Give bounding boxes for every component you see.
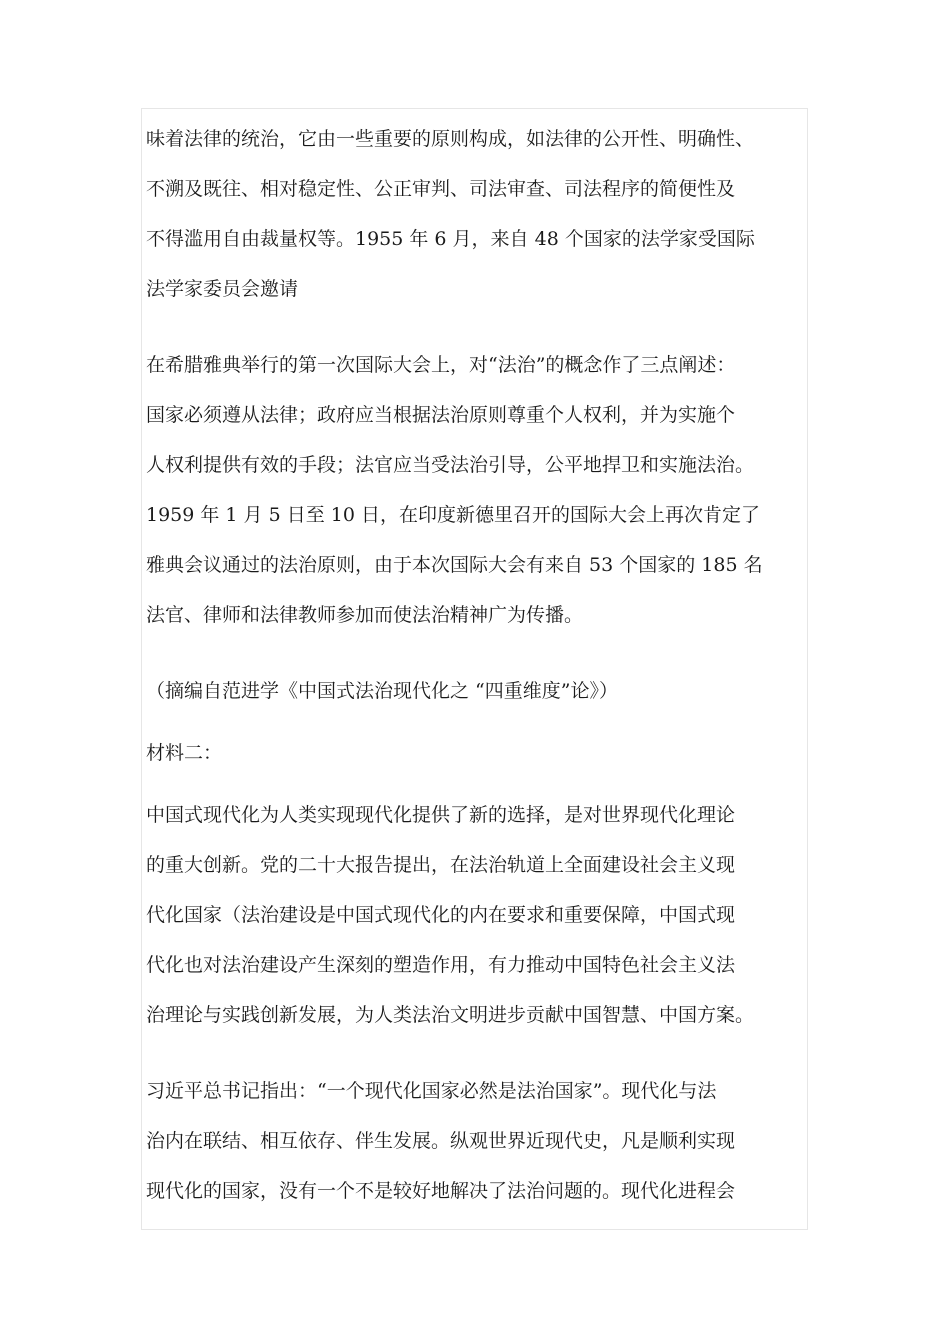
text-line: 法官、律师和法律教师参加而使法治精神广为传播。 [146, 604, 584, 626]
text-line: 法学家委员会邀请 [146, 278, 299, 300]
text-line: 现代化的国家，没有一个不是较好地解决了法治问题的。现代化进程会 [146, 1180, 736, 1202]
text-line: 代化也对法治建设产生深刻的塑造作用，有力推动中国特色社会主义法 [146, 954, 736, 976]
text-line: 味着法律的统治，它由一些重要的原则构成，如法律的公开性、明确性、 [146, 128, 755, 150]
paragraph-spacer [146, 1040, 806, 1066]
text-line: 在希腊雅典举行的第一次国际大会上，对“法治”的概念作了三点阐述： [146, 354, 736, 376]
paragraph-athens-congress [146, 340, 806, 640]
text-line: 不得滥用自由裁量权等。1955 年 6 月，来自 48 个国家的法学家受国际 [146, 228, 755, 250]
paragraph-spacer [146, 778, 806, 790]
text-line: 1959 年 1 月 5 日至 10 日，在印度新德里召开的国际大会上再次肯定了 [146, 504, 760, 526]
paragraph-chinese-modernization [146, 790, 806, 1040]
section-label-text: 材料二： [146, 742, 223, 764]
paragraph-xi-quote [146, 1066, 806, 1216]
text-line: 雅典会议通过的法治原则，由于本次国际大会有来自 53 个国家的 185 名 [146, 554, 763, 576]
text-line: 治理论与实践创新发展，为人类法治文明进步贡献中国智慧、中国方案。 [146, 1004, 755, 1026]
paragraph-spacer [146, 314, 806, 340]
citation-text: （摘编自范进学《中国式法治现代化之 “四重维度”论》） [146, 680, 618, 702]
text-line: 国家必须遵从法律；政府应当根据法治原则尊重个人权利，并为实施个 [146, 404, 736, 426]
paragraph-rule-of-law-principles [146, 114, 806, 314]
paragraph-spacer [146, 640, 806, 666]
text-line: 中国式现代化为人类实现现代化提供了新的选择，是对世界现代化理论 [146, 804, 736, 826]
text-line: 的重大创新。党的二十大报告提出，在法治轨道上全面建设社会主义现 [146, 854, 736, 876]
text-line: 代化国家（法治建设是中国式现代化的内在要求和重要保障，中国式现 [146, 904, 736, 926]
text-line: 人权利提供有效的手段；法官应当受法治引导，公平地捍卫和实施法治。 [146, 454, 755, 476]
text-line: 治内在联结、相互依存、伴生发展。纵观世界近现代史，凡是顺利实现 [146, 1130, 736, 1152]
paragraph-spacer [146, 716, 806, 728]
section-label [146, 728, 806, 778]
document-body [146, 114, 806, 1216]
citation [146, 666, 806, 716]
text-line: 不溯及既往、相对稳定性、公正审判、司法审查、司法程序的简便性及 [146, 178, 736, 200]
text-line: 习近平总书记指出：“一个现代化国家必然是法治国家”。现代化与法 [146, 1080, 717, 1102]
